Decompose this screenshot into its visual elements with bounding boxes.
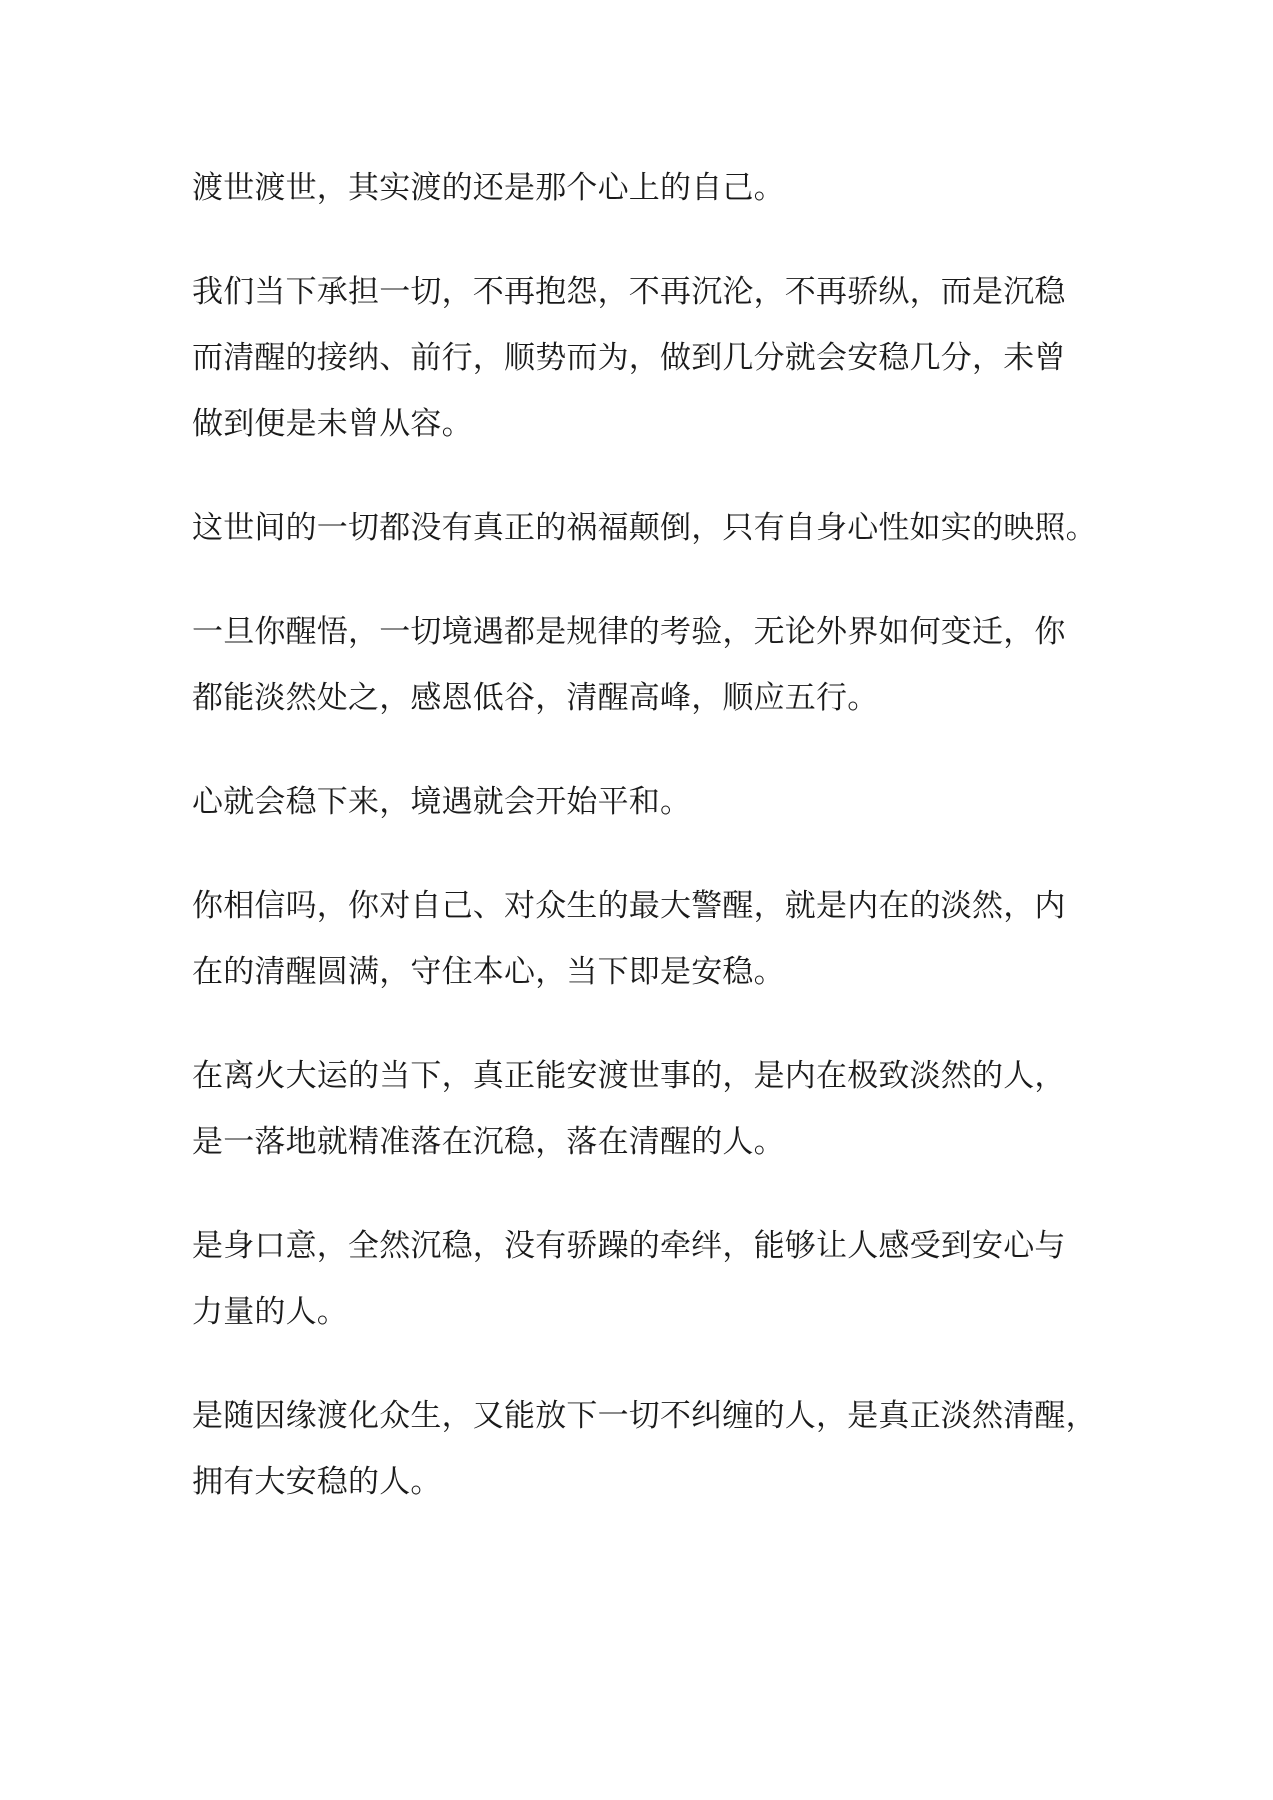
document-body (192, 155, 1097, 1553)
text-line: 渡世渡世，其实渡的还是那个心上的自己。 (192, 170, 785, 206)
paragraph-1 (192, 155, 1087, 221)
text-line: 做到便是未曾从容。 (192, 406, 473, 442)
paragraph-3 (192, 495, 1097, 561)
paragraph-9 (192, 1383, 1097, 1515)
text-line: 而清醒的接纳、前行，顺势而为，做到几分就会安稳几分，未曾 (192, 340, 1066, 376)
text-line: 都能淡然处之，感恩低谷，清醒高峰，顺应五行。 (192, 680, 879, 716)
text-line: 一旦你醒悟，一切境遇都是规律的考验，无论外界如何变迁，你 (192, 614, 1066, 650)
text-line: 在的清醒圆满，守住本心，当下即是安稳。 (192, 954, 785, 990)
paragraph-4 (192, 599, 1087, 731)
paragraph-8 (192, 1213, 1087, 1345)
text-line: 在离火大运的当下，真正能安渡世事的，是内在极致淡然的人， (192, 1058, 1066, 1094)
text-line: 是随因缘渡化众生，又能放下一切不纠缠的人，是真正淡然清醒， (192, 1398, 1097, 1434)
text-line: 是身口意，全然沉稳，没有骄躁的牵绊，能够让人感受到安心与 (192, 1228, 1066, 1264)
paragraph-5 (192, 769, 1087, 835)
paragraph-7 (192, 1043, 1087, 1175)
text-line: 是一落地就精准落在沉稳，落在清醒的人。 (192, 1124, 785, 1160)
paragraph-2 (192, 259, 1087, 457)
text-line: 力量的人。 (192, 1294, 348, 1330)
text-line: 拥有大安稳的人。 (192, 1464, 442, 1500)
text-line: 我们当下承担一切，不再抱怨，不再沉沦，不再骄纵，而是沉稳 (192, 274, 1066, 310)
text-line: 心就会稳下来，境遇就会开始平和。 (192, 784, 692, 820)
paragraph-6 (192, 873, 1087, 1005)
text-line: 你相信吗，你对自己、对众生的最大警醒，就是内在的淡然，内 (192, 888, 1066, 924)
text-line: 这世间的一切都没有真正的祸福颠倒，只有自身心性如实的映照。 (192, 510, 1097, 546)
